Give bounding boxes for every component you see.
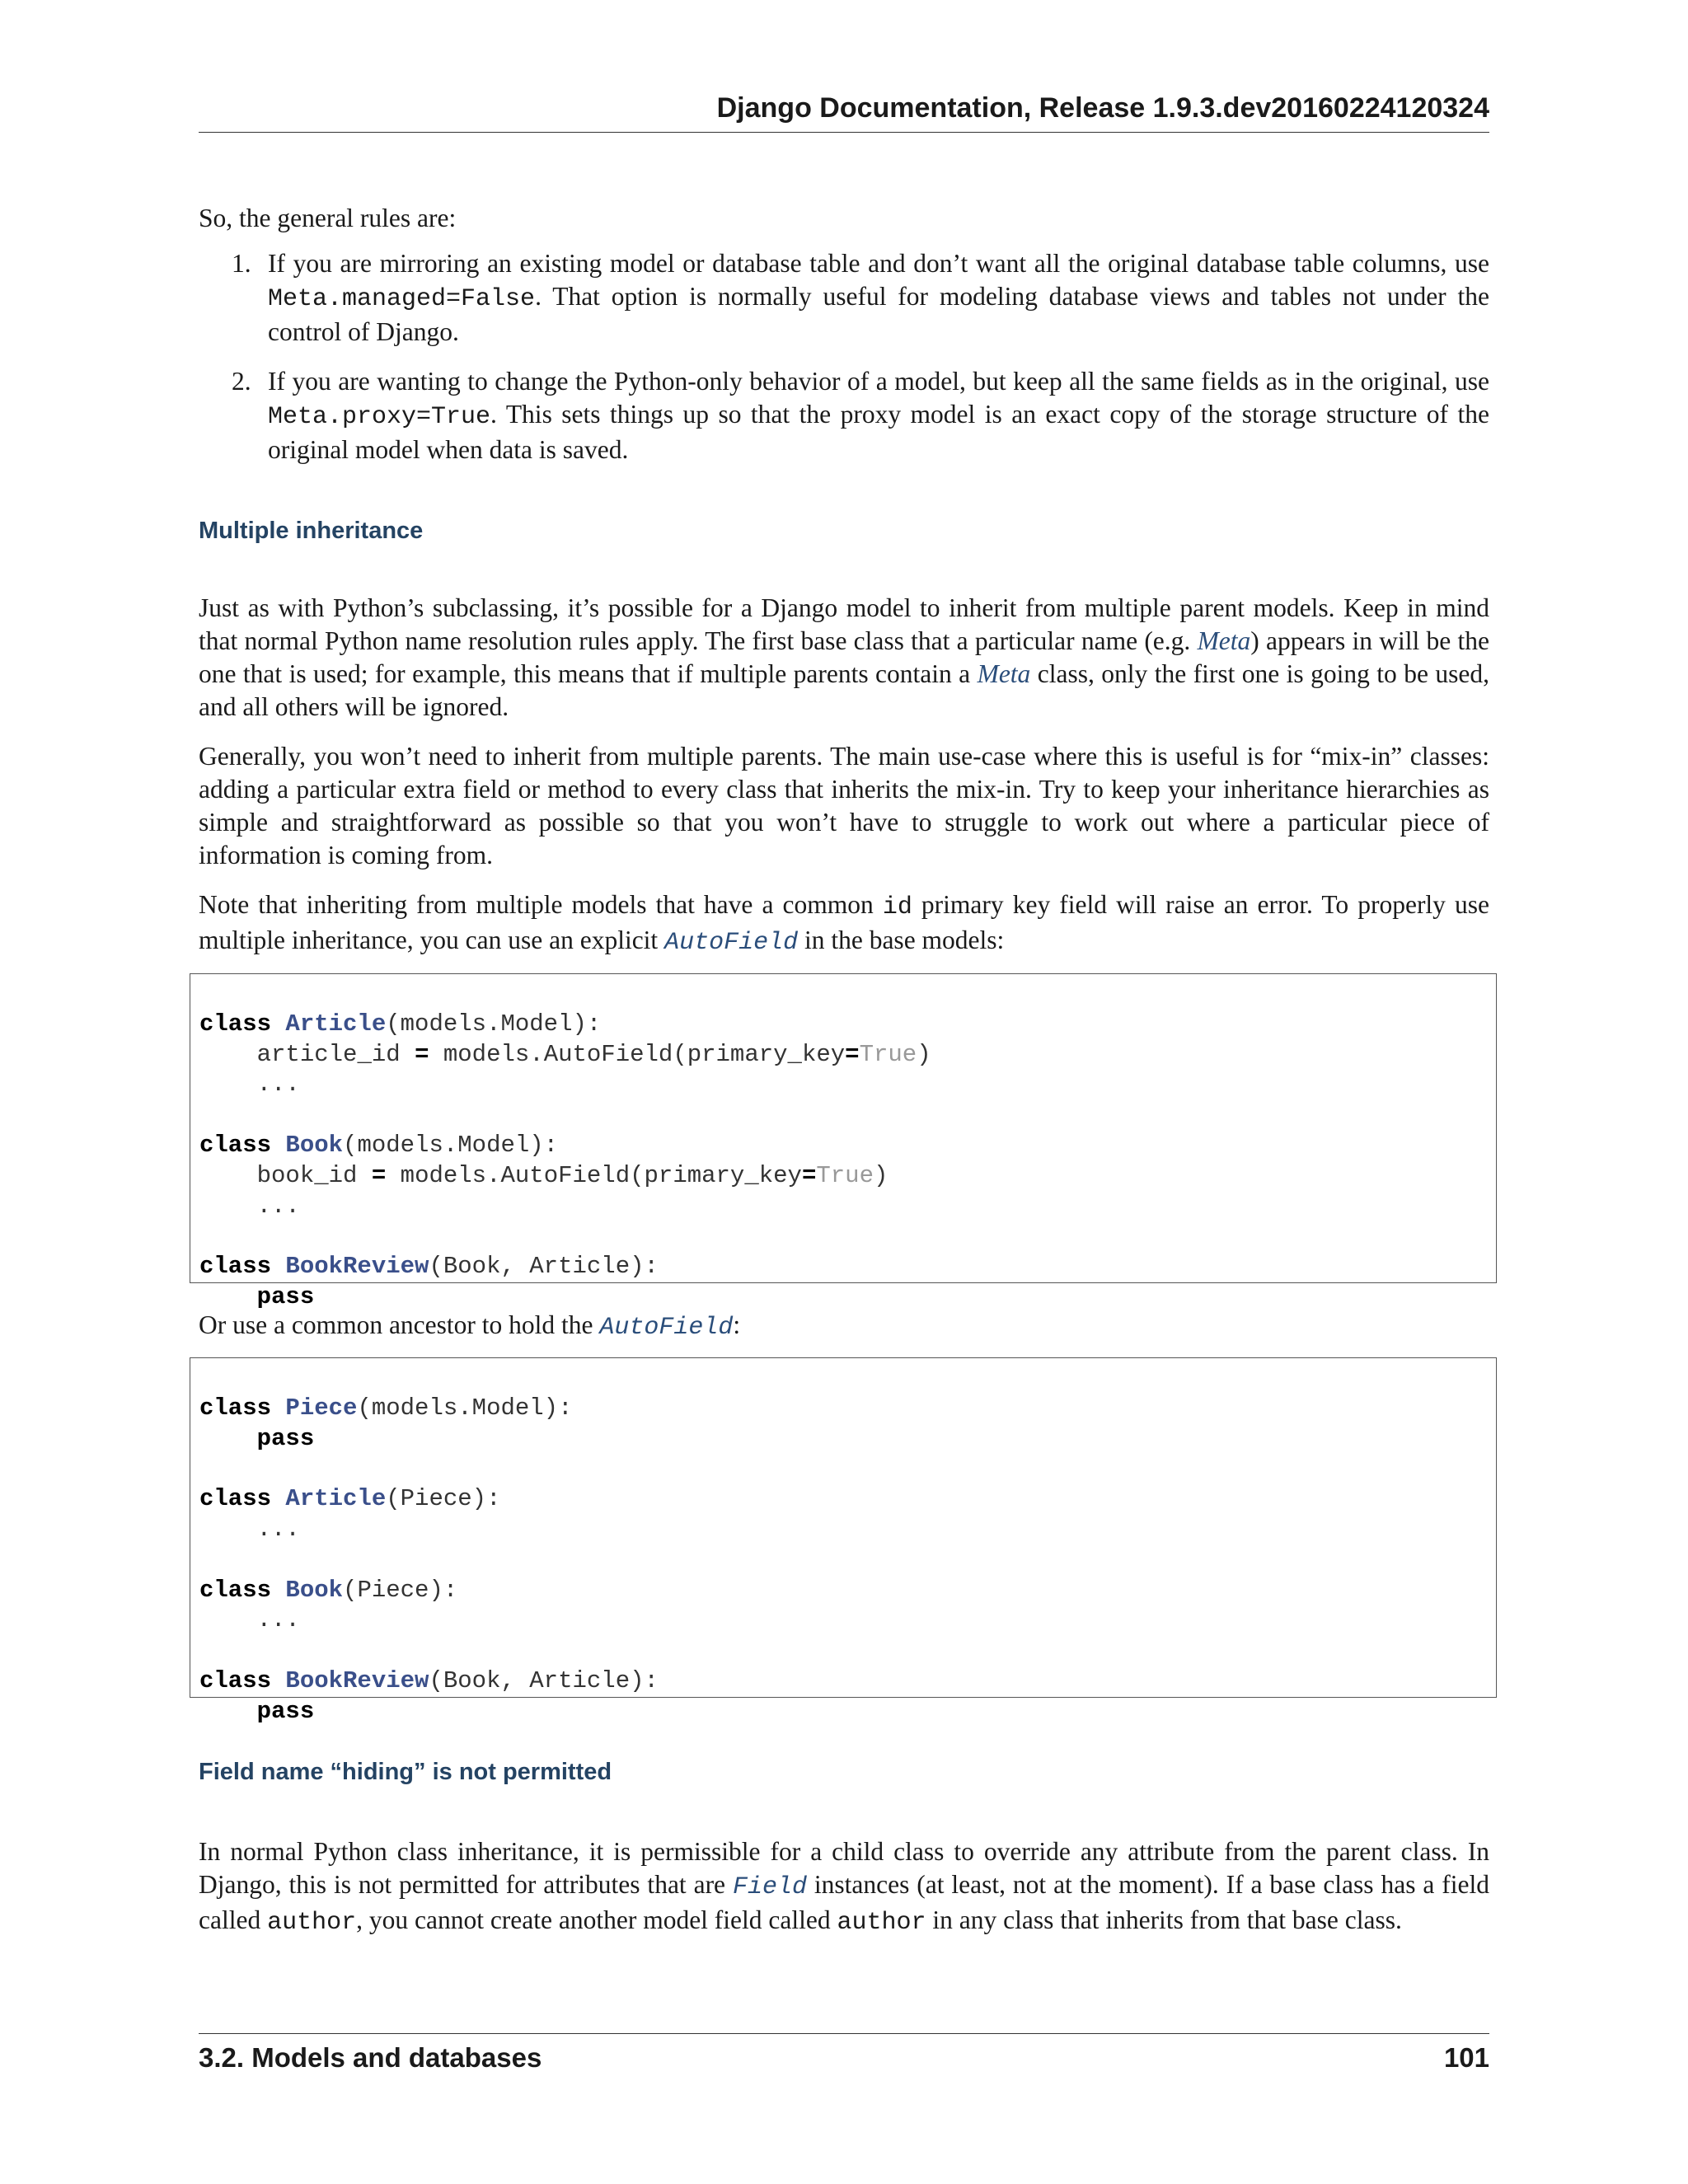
code-line: ... [256,1192,300,1220]
code-line: class BookReview(Book, Article): [199,1253,659,1281]
inline-code: Meta.managed=False [268,285,536,313]
section-heading-field-name-hiding: Field name “hiding” is not permitted [199,1759,612,1785]
autofield-link[interactable]: AutoField [664,929,799,957]
autofield-link[interactable]: AutoField [599,1314,734,1342]
running-header: Django Documentation, Release 1.9.3.dev20160224120324 [199,89,1489,133]
list-number: 1. [232,249,251,278]
code-line: pass [256,1282,315,1310]
code-line: ... [256,1071,300,1099]
code-line: article_id = models.AutoField(primary_key=True) [256,1040,931,1068]
code-block-explicit-autofield [190,973,1497,1310]
intro-paragraph: So, the general rules are: [199,204,457,232]
code-line: class Piece(models.Model): [199,1394,573,1422]
paragraph: Note that inheriting from multiple models that have a common id primary key field will raise an error. To properly use multiple inheritance, you can use an explicit AutoField in the base models: [199,890,1489,957]
section-heading-multiple-inheritance: Multiple inheritance [199,518,424,544]
code-line: pass [256,1697,315,1725]
code-line [199,1221,1496,1252]
code-line [199,1545,1496,1576]
paragraph: In normal Python class inheritance, it is permissible for a child class to override any attribute from the parent class. In Django, this is not permitted for attributes that are Field instances (at least, not at the moment). If a base class has a field called author, you cannot create another model field called author in any class that inherits from that base class. [199,1837,1489,1937]
code-line: class Article(models.Model): [199,1010,602,1038]
code-line: class BookReview(Book, Article): [199,1666,659,1694]
code-line: class Book(Piece): [199,1576,458,1604]
rule-item: 2. If you are wanting to change the Python-only behavior of a model, but keep all the same fields as in the original, use Meta.proxy=True. This sets things up so that the proxy model is an exact copy of the storage structure of the original model when data is saved. [232,367,1489,464]
code-line: class Article(Piece): [199,1485,501,1513]
inline-code: author [837,1909,926,1937]
code-line [199,1636,1496,1666]
code-line: class Book(models.Model): [199,1131,559,1159]
list-number: 2. [232,367,251,396]
paragraph: Just as with Python’s subclassing, it’s possible for a Django model to inherit from multiple parent models. Keep in mind that normal Python name resolution rules apply. The first base class that a particular name (e.g. Meta) appears in will be the one that is used; for example, this means that if multiple parents contain a Meta class, only the first one is going to be used, and all others will be ignored. [199,593,1489,721]
code-line: pass [256,1424,315,1452]
rules-list [199,247,1489,483]
paragraph: Or use a common ancestor to hold the AutoField: [199,1310,741,1342]
inline-code: Meta.proxy=True [268,403,491,431]
meta-link[interactable]: Meta [1197,626,1251,655]
rule-item: 1. If you are mirroring an existing model or database table and don’t want all the original database table columns, use Meta.managed=False. That option is normally useful for modeling database views and tables not under the control of Django. [232,249,1489,346]
footer-section-title: 3.2. Models and databases [199,2042,542,2073]
code-line [199,1100,1496,1131]
code-line: ... [256,1606,300,1634]
code-line [199,1454,1496,1484]
running-footer [199,2033,1489,2074]
page-number: 101 [1443,2042,1489,2073]
inline-code: id [882,893,912,921]
inline-code: author [267,1909,357,1937]
paragraph: Generally, you won’t need to inherit from multiple parents. The main use-case where this is useful is for “mix-in” classes: adding a particular extra field or method to every class that inherits the mix-in. Try to keep your inheritance hierarchies as simple and straightforward as possible so that you won’t have to struggle to work out where a particular piece of information is coming from. [199,742,1489,869]
code-line: ... [256,1515,300,1543]
code-line: book_id = models.AutoField(primary_key=True) [256,1161,889,1189]
field-link[interactable]: Field [732,1873,807,1901]
meta-link[interactable]: Meta [977,659,1031,688]
code-block-common-ancestor [190,1357,1497,1725]
